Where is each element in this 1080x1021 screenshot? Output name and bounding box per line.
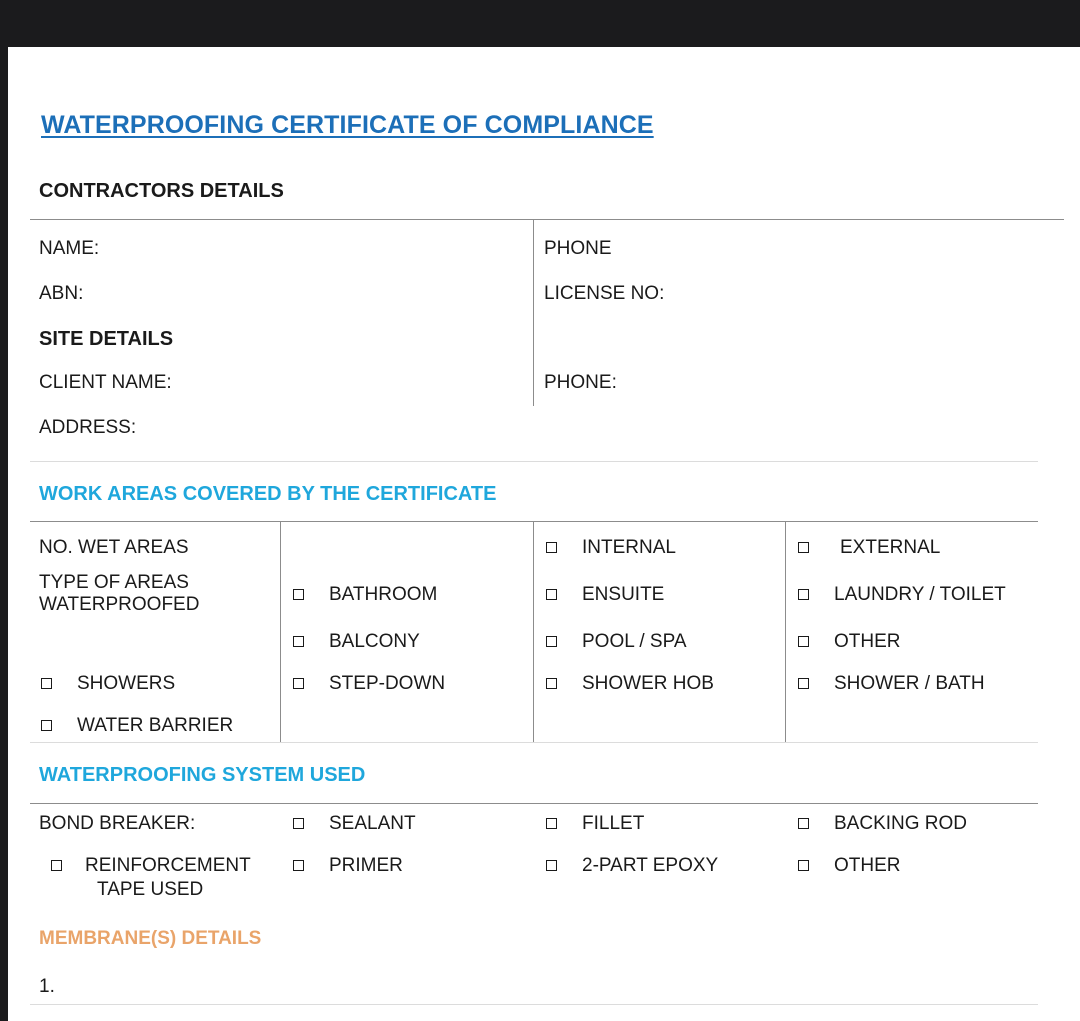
internal-label: INTERNAL xyxy=(582,537,676,558)
reinforcement-tape-checkbox[interactable] xyxy=(51,860,62,871)
contractors-details-heading: CONTRACTORS DETAILS xyxy=(39,180,284,202)
fillet-label: FILLET xyxy=(582,813,645,834)
work-areas-top-rule xyxy=(30,521,1038,522)
sealant-checkbox[interactable] xyxy=(293,818,304,829)
step-down-checkbox[interactable] xyxy=(293,678,304,689)
showers-checkbox[interactable] xyxy=(41,678,52,689)
work-areas-bottom-rule xyxy=(30,742,1038,743)
contractor-phone-label: PHONE xyxy=(544,238,612,259)
pool-spa-checkbox[interactable] xyxy=(546,636,557,647)
other-area-checkbox[interactable] xyxy=(798,636,809,647)
sealant-label: SEALANT xyxy=(329,813,416,834)
water-barrier-label: WATER BARRIER xyxy=(77,715,234,736)
system-used-heading: WATERPROOFING SYSTEM USED xyxy=(39,764,366,786)
work-areas-divider-3 xyxy=(785,521,786,742)
shower-hob-label: SHOWER HOB xyxy=(582,673,714,694)
certificate-page xyxy=(8,47,1080,1021)
step-down-label: STEP-DOWN xyxy=(329,673,446,694)
contractors-column-divider xyxy=(533,219,534,406)
shower-hob-checkbox[interactable] xyxy=(546,678,557,689)
abn-label: ABN: xyxy=(39,283,84,304)
internal-checkbox[interactable] xyxy=(546,542,557,553)
system-top-rule xyxy=(30,803,1038,804)
site-bottom-rule xyxy=(30,461,1038,462)
bond-breaker-label: BOND BREAKER: xyxy=(39,813,196,834)
laundry-toilet-checkbox[interactable] xyxy=(798,589,809,600)
two-part-epoxy-label: 2-PART EPOXY xyxy=(582,855,719,876)
type-of-areas-line1: TYPE OF AREAS xyxy=(39,572,189,593)
bathroom-label: BATHROOM xyxy=(329,584,438,605)
work-areas-heading: WORK AREAS COVERED BY THE CERTIFICATE xyxy=(39,483,497,505)
reinforcement-tape-line1: REINFORCEMENT xyxy=(85,855,251,876)
shower-bath-checkbox[interactable] xyxy=(798,678,809,689)
work-areas-divider-2 xyxy=(533,521,534,742)
backing-rod-label: BACKING ROD xyxy=(834,813,968,834)
primer-checkbox[interactable] xyxy=(293,860,304,871)
balcony-label: BALCONY xyxy=(329,631,420,652)
ensuite-label: ENSUITE xyxy=(582,584,665,605)
site-details-heading: SITE DETAILS xyxy=(39,328,174,350)
membrane-item-1: 1. xyxy=(39,976,55,997)
page-title: WATERPROOFING CERTIFICATE OF COMPLIANCE xyxy=(41,111,654,139)
type-of-areas-label xyxy=(39,572,199,616)
no-wet-areas-label: NO. WET AREAS xyxy=(39,537,189,558)
address-label: ADDRESS: xyxy=(39,417,137,438)
contractor-name-label: NAME: xyxy=(39,238,100,259)
license-no-label: LICENSE NO: xyxy=(544,283,665,304)
two-part-epoxy-checkbox[interactable] xyxy=(546,860,557,871)
membrane-details-heading: MEMBRANE(S) DETAILS xyxy=(39,928,262,949)
water-barrier-checkbox[interactable] xyxy=(41,720,52,731)
external-checkbox[interactable] xyxy=(798,542,809,553)
other-area-label: OTHER xyxy=(834,631,901,652)
ensuite-checkbox[interactable] xyxy=(546,589,557,600)
shower-bath-label: SHOWER / BATH xyxy=(834,673,985,694)
membrane-bottom-rule xyxy=(30,1004,1038,1005)
external-label: EXTERNAL xyxy=(840,537,941,558)
showers-label: SHOWERS xyxy=(77,673,176,694)
bathroom-checkbox[interactable] xyxy=(293,589,304,600)
client-phone-label: PHONE: xyxy=(544,372,617,393)
client-name-label: CLIENT NAME: xyxy=(39,372,172,393)
contractors-top-rule xyxy=(30,219,1064,220)
primer-label: PRIMER xyxy=(329,855,403,876)
reinforcement-tape-line2: TAPE USED xyxy=(97,879,204,900)
work-areas-divider-1 xyxy=(280,521,281,742)
other-system-label: OTHER xyxy=(834,855,901,876)
pool-spa-label: POOL / SPA xyxy=(582,631,687,652)
backing-rod-checkbox[interactable] xyxy=(798,818,809,829)
fillet-checkbox[interactable] xyxy=(546,818,557,829)
balcony-checkbox[interactable] xyxy=(293,636,304,647)
type-of-areas-line2: WATERPROOFED xyxy=(39,594,200,615)
other-system-checkbox[interactable] xyxy=(798,860,809,871)
laundry-toilet-label: LAUNDRY / TOILET xyxy=(834,584,1006,605)
